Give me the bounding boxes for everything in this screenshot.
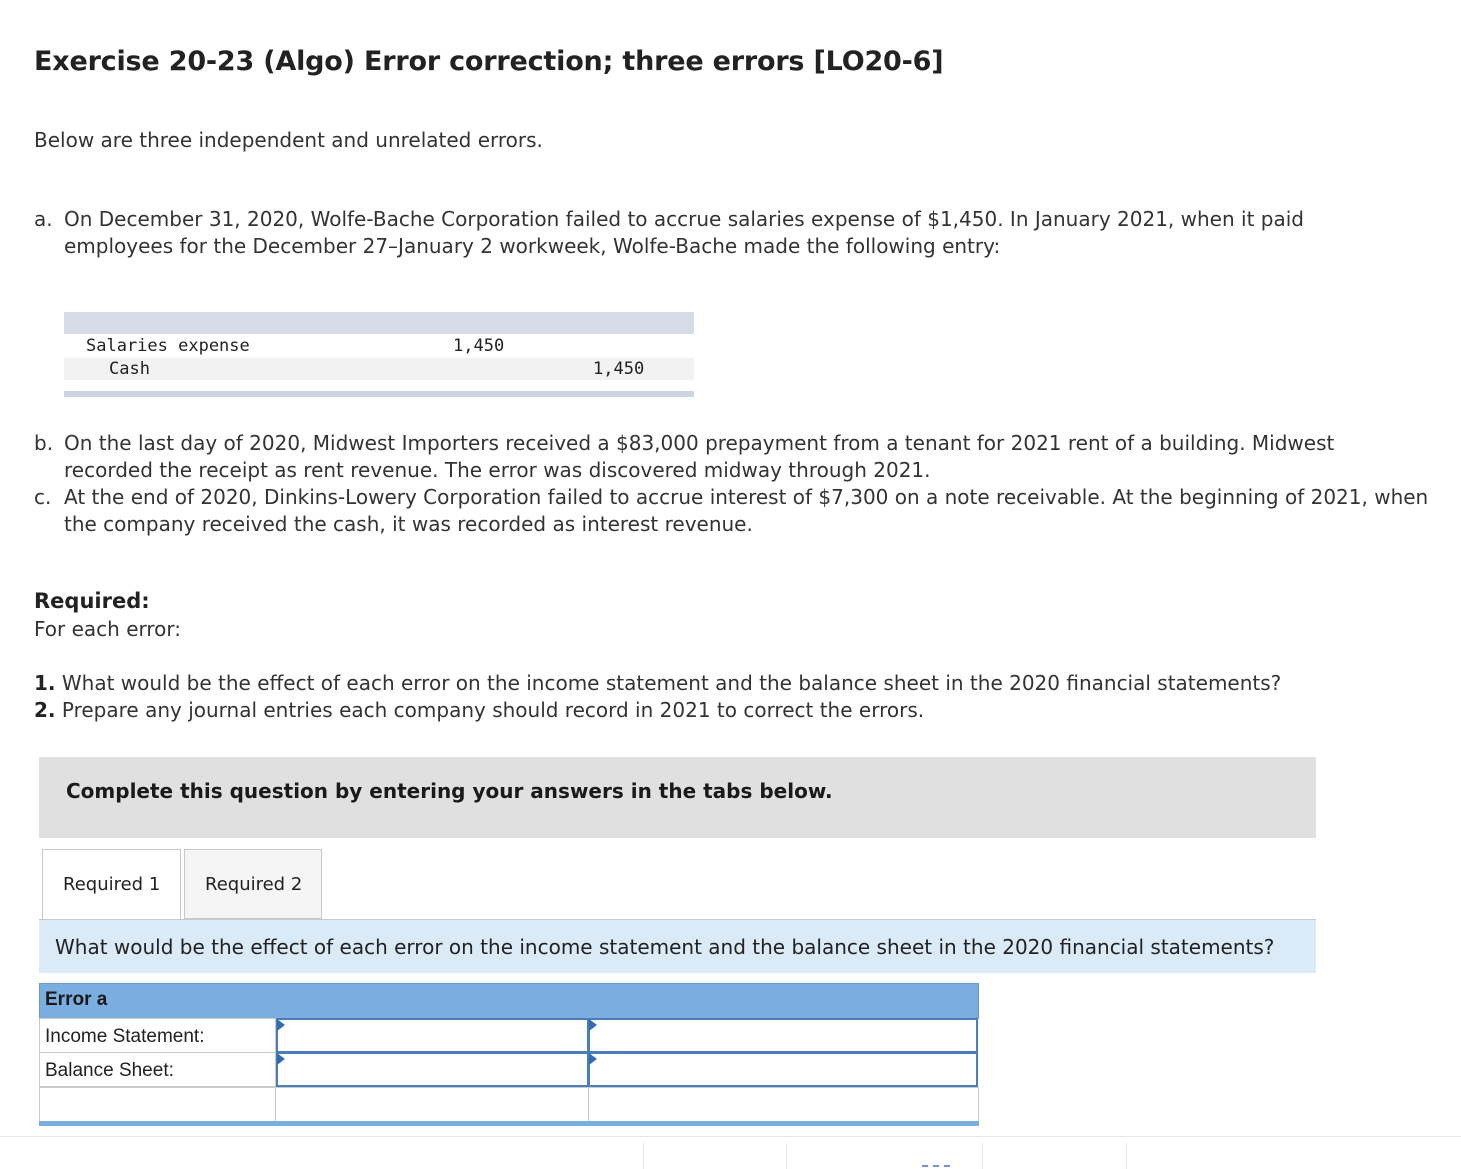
grid-page-icon[interactable] bbox=[922, 1165, 950, 1169]
dropdown-marker-icon bbox=[589, 1053, 597, 1065]
q1-number: 1. bbox=[34, 671, 56, 695]
q1-text: What would be the effect of each error on the income statement and the balance sheet in the 2020 financial statements? bbox=[61, 671, 1282, 695]
instruction-banner bbox=[39, 757, 1316, 838]
nav-separator bbox=[982, 1143, 983, 1169]
error-b-text: On the last day of 2020, Midwest Importers received a $83,000 prepayment from a tenant for 2021 rent of a building. Midwest recorded the receipt as rent revenue. The error was discovered midway through 2021. bbox=[64, 431, 1335, 482]
required-subheading: For each error: bbox=[34, 617, 182, 641]
error-b-label: b. bbox=[34, 431, 54, 455]
journal-footer-bar bbox=[64, 391, 694, 397]
error-c-label: c. bbox=[34, 485, 52, 509]
tab-required-1-label: Required 1 bbox=[63, 874, 161, 895]
balance-sheet-select-2[interactable] bbox=[588, 1052, 978, 1087]
tab-required-2-label: Required 2 bbox=[205, 874, 303, 895]
nav-separator bbox=[786, 1143, 787, 1169]
intro-text: Below are three independent and unrelated errors. bbox=[34, 128, 543, 152]
error-a-label: a. bbox=[34, 207, 53, 231]
empty-row-cell-2 bbox=[588, 1087, 979, 1122]
dropdown-marker-icon bbox=[277, 1053, 285, 1065]
balance-sheet-select-1[interactable] bbox=[276, 1052, 589, 1087]
bottom-divider bbox=[0, 1136, 1461, 1137]
journal-header-bar bbox=[64, 312, 694, 334]
q2-text: Prepare any journal entries each company should record in 2021 to correct the errors. bbox=[61, 698, 925, 722]
q2-number: 2. bbox=[34, 698, 56, 722]
nav-separator bbox=[1126, 1143, 1127, 1169]
required-question-1 bbox=[34, 671, 1281, 695]
page-title: Exercise 20-23 (Algo) Error correction; three errors [LO20-6] bbox=[34, 46, 944, 77]
row-label-text: Balance Sheet: bbox=[45, 1060, 174, 1081]
answer-grid-header bbox=[39, 983, 979, 1019]
error-a-text: On December 31, 2020, Wolfe-Bache Corporation failed to accrue salaries expense of $1,450. In January 2021, when it paid employees for the December 27–January 2 workweek, Wolfe-Bache made the following entry: bbox=[64, 207, 1304, 258]
row-label-income-statement bbox=[39, 1018, 276, 1053]
journal-entry-table bbox=[64, 312, 694, 397]
error-a bbox=[34, 206, 1434, 266]
income-statement-select-1[interactable] bbox=[276, 1018, 589, 1053]
required-heading: Required: bbox=[34, 589, 150, 613]
question-bar bbox=[39, 920, 1316, 973]
error-b bbox=[34, 430, 1434, 486]
answer-grid-footer bbox=[39, 1121, 979, 1126]
tab-required-1[interactable] bbox=[42, 849, 181, 920]
row-label-balance-sheet bbox=[39, 1052, 276, 1087]
dropdown-marker-icon bbox=[277, 1019, 285, 1031]
instruction-banner-text: Complete this question by entering your answers in the tabs below. bbox=[66, 779, 833, 803]
empty-row-cell-1 bbox=[275, 1087, 589, 1122]
nav-separator bbox=[643, 1143, 644, 1169]
question-bar-text: What would be the effect of each error on the income statement and the balance sheet in the 2020 financial statements? bbox=[55, 935, 1275, 959]
empty-row-label bbox=[39, 1087, 276, 1122]
row-label-text: Income Statement: bbox=[45, 1026, 205, 1047]
error-c-text: At the end of 2020, Dinkins-Lowery Corporation failed to accrue interest of $7,300 on a note receivable. At the beginning of 2021, when the company received the cash, it was recorded as interest revenue. bbox=[64, 485, 1429, 536]
journal-debit-1: 1,450 bbox=[453, 336, 505, 356]
error-c bbox=[34, 484, 1434, 540]
journal-account-2: Cash bbox=[109, 359, 150, 379]
tab-required-2[interactable] bbox=[184, 849, 322, 919]
journal-credit-2: 1,450 bbox=[593, 359, 645, 379]
dropdown-marker-icon bbox=[589, 1019, 597, 1031]
answer-grid-header-label: Error a bbox=[45, 989, 108, 1010]
journal-account-1: Salaries expense bbox=[86, 336, 250, 356]
answer-grid bbox=[39, 983, 979, 1126]
required-question-2 bbox=[34, 698, 924, 722]
income-statement-select-2[interactable] bbox=[588, 1018, 978, 1053]
